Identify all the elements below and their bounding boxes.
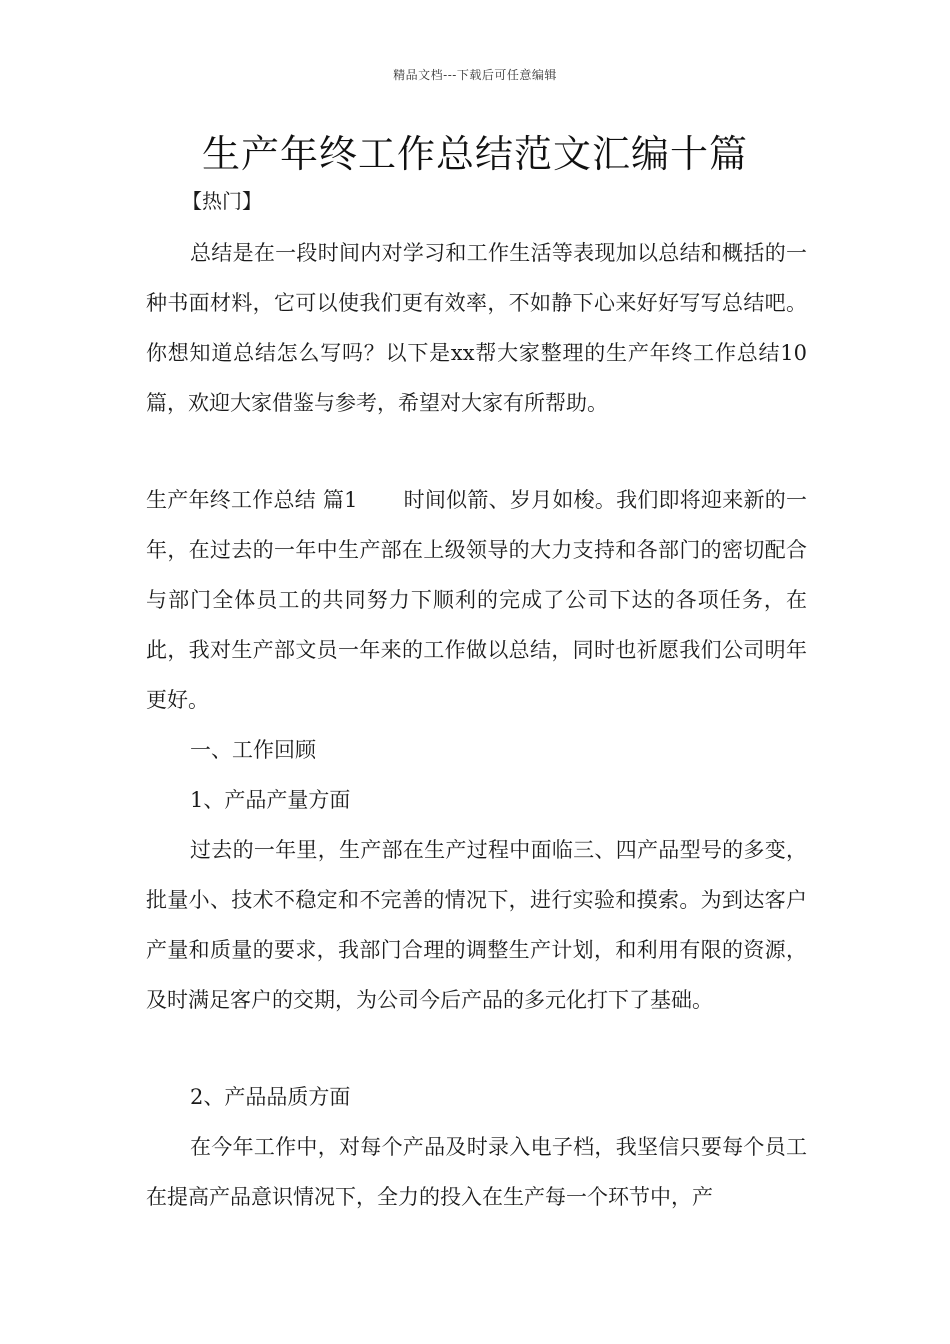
sub-1-heading: 1、产品产量方面 — [190, 788, 351, 812]
section-1-heading: 生产年终工作总结 篇1 — [146, 488, 358, 512]
part-heading: 一、工作回顾 — [190, 738, 316, 762]
tag-label: 【热门】 — [182, 189, 262, 213]
sub-1-paragraph: 过去的一年里，生产部在生产过程中面临三、四产品型号的多变，批量小、技术不稳定和不完善的情况下，进行实验和摸索。为到达客户产量和质量的要求，我部门合理的调整生产计划，和利用有限的资源，及时满足客户的交期，为公司今后产品的多元化打下了基础。 — [146, 838, 807, 1012]
document-title: 生产年终工作总结范文汇编十篇 — [201, 132, 748, 176]
section-1-paragraph — [146, 475, 807, 725]
sub-2-heading: 2、产品品质方面 — [190, 1085, 351, 1109]
intro-paragraph: 总结是在一段时间内对学习和工作生活等表现加以总结和概括的一种书面材料，它可以使我们更有效率，不如静下心来好好写写总结吧。你想知道总结怎么写吗？以下是xx帮大家整理的生产年终工作总结10篇，欢迎大家借鉴与参考，希望对大家有所帮助。 — [146, 241, 807, 415]
sub-2-paragraph: 在今年工作中，对每个产品及时录入电子档，我坚信只要每个员工在提高产品意识情况下，全力的投入在生产每一个环节中，产 — [146, 1135, 807, 1209]
header-note: 精品文档---下载后可任意编辑 — [393, 68, 557, 82]
section-1-text: 时间似箭、岁月如梭。我们即将迎来新的一年，在过去的一年中生产部在上级领导的大力支持和各部门的密切配合与部门全体员工的共同努力下顺利的完成了公司下达的各项任务，在此，我对生产部文员一年来的工作做以总结，同时也祈愿我们公司明年更好。 — [146, 488, 807, 712]
